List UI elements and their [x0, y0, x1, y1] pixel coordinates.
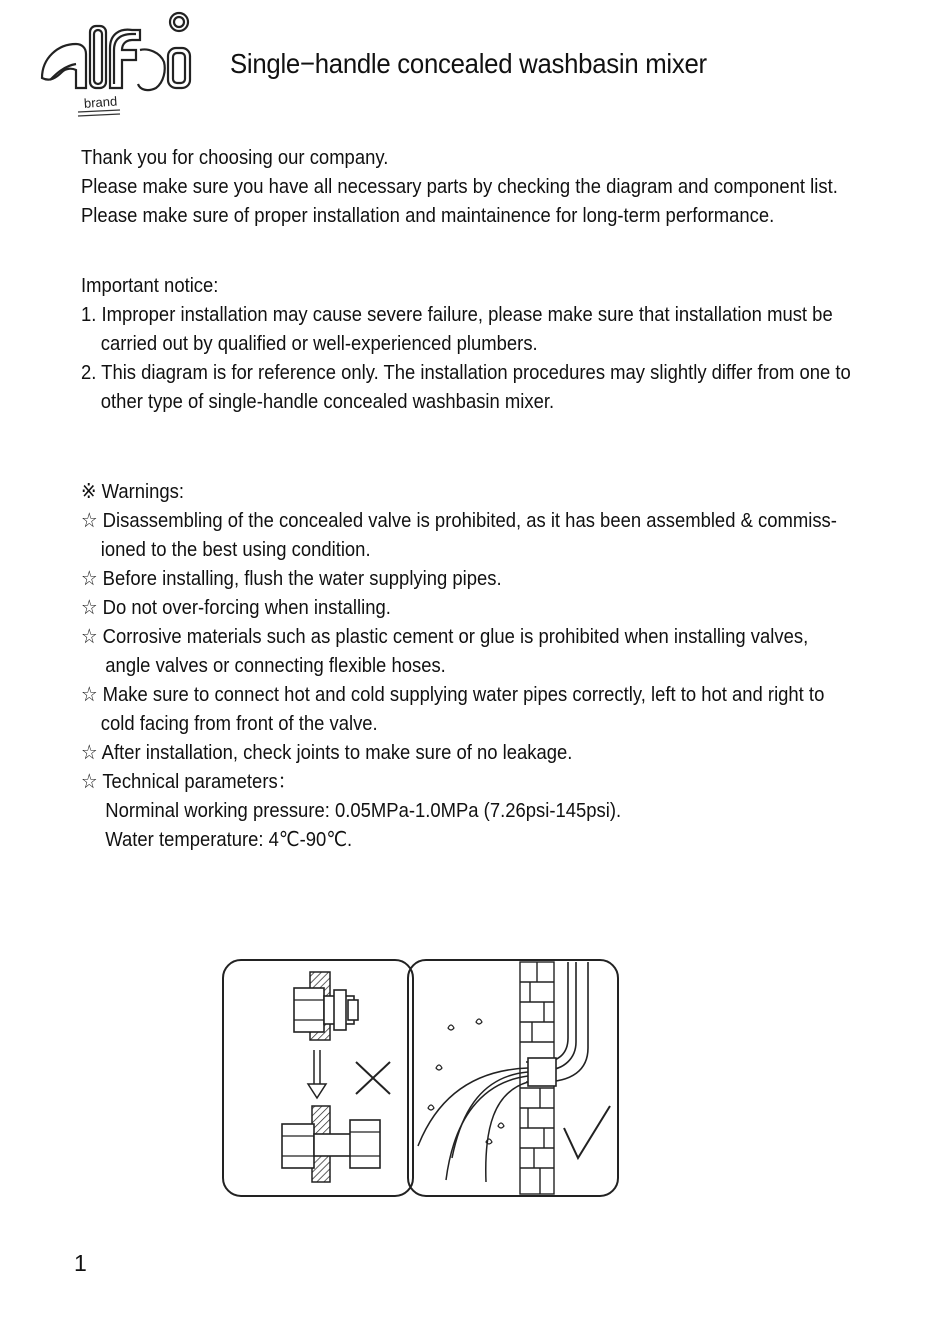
warning-line: ioned to the best using condition. — [100, 538, 371, 561]
warning-line: ☆ Corrosive materials such as plastic cement or glue is prohibited when installing valves, — [81, 625, 809, 648]
warning-line: ☆ Disassembling of the concealed valve is prohibited, as it has been assembled & commiss- — [81, 509, 837, 532]
page-title: Single−handle concealed washbasin mixer — [230, 48, 707, 79]
brand-logo — [36, 8, 196, 126]
water-flow — [418, 1068, 528, 1182]
notice-line: 1. Improper installation may cause severe failure, please make sure that installation must be — [81, 303, 833, 326]
installation-illustration — [222, 958, 620, 1198]
intro-section — [81, 143, 838, 230]
notice-heading: Important notice: — [81, 274, 219, 297]
page-number: 1 — [74, 1250, 87, 1276]
notice-section — [81, 271, 851, 416]
warning-line: Norminal working pressure: 0.05MPa-1.0MPa (7.26psi-145psi). — [105, 799, 622, 822]
warning-line: ☆ Make sure to connect hot and cold supplying water pipes correctly, left to hot and right to — [81, 683, 825, 706]
warning-line: ☆ Technical parameters： — [81, 770, 297, 793]
intro-line: Please make sure of proper installation and maintainence for long-term performance. — [81, 204, 775, 227]
arrow-down-icon — [308, 1050, 326, 1098]
correct-panel — [408, 960, 618, 1196]
warning-line: Water temperature: 4℃-90℃. — [105, 828, 353, 851]
notice-line: carried out by qualified or well-experienced plumbers. — [100, 332, 538, 355]
notice-line: other type of single-handle concealed washbasin mixer. — [100, 390, 555, 413]
warning-line: ☆ Do not over-forcing when installing. — [81, 596, 391, 619]
intro-line: Thank you for choosing our company. — [81, 146, 389, 169]
bolt-head-icon — [294, 988, 324, 1032]
cross-mark-icon — [356, 1062, 390, 1094]
warning-line: angle valves or connecting flexible hoses. — [105, 654, 446, 677]
intro-line: Please make sure you have all necessary parts by checking the diagram and component list. — [81, 175, 838, 198]
brand-sub-label: brand — [83, 93, 118, 111]
warnings-heading: ※ Warnings: — [81, 480, 184, 503]
warning-line: ☆ Before installing, flush the water supplying pipes. — [81, 567, 502, 590]
notice-line: 2. This diagram is for reference only. The installation procedures may slightly differ from one to — [81, 361, 851, 384]
warning-line: cold facing from front of the valve. — [100, 712, 378, 735]
warnings-section — [81, 477, 837, 854]
incorrect-panel — [223, 960, 413, 1196]
warning-line: ☆ After installation, check joints to make sure of no leakage. — [81, 741, 573, 764]
check-mark-icon — [564, 1106, 610, 1158]
